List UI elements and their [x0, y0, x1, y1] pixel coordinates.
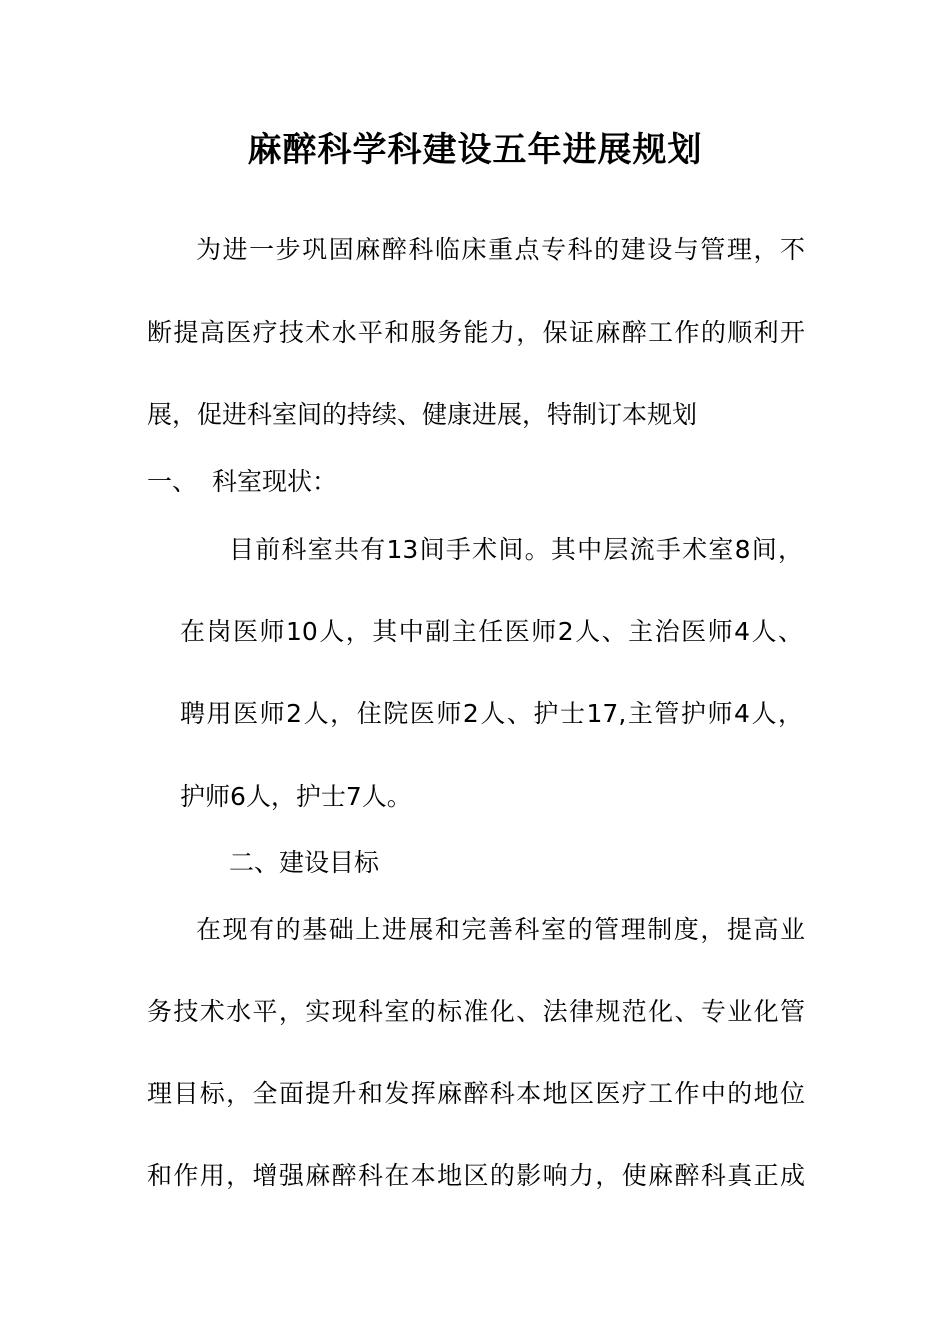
section2-line-3: 理目标，全面提升和发挥麻醉科本地区医疗工作中的地位: [147, 1079, 805, 1108]
intro-line-2: 断提高医疗技术水平和服务能力，保证麻醉工作的顺利开: [147, 318, 805, 347]
intro-line-3: 展，促进科室间的持续、健康进展，特制订本规划: [147, 400, 698, 429]
section1-number: 一、: [147, 467, 198, 496]
section1-line-3: 聘用医师2人，住院医师2人、护士17,主管护师4人，: [180, 699, 803, 728]
intro-line-1: 为进一步巩固麻醉科临床重点专科的建设与管理，不: [196, 235, 805, 264]
section1-line-2: 在岗医师10人，其中副主任医师2人、主治医师4人、: [180, 617, 803, 646]
document-title: 麻醉科学科建设五年进展规划: [247, 130, 703, 170]
section1-line-1: 目前科室共有13间手术间。其中层流手术室8间，: [229, 535, 803, 564]
section2-line-1: 在现有的基础上进展和完善科室的管理制度，提高业: [196, 915, 805, 944]
section2-line-2: 务技术水平，实现科室的标准化、法律规范化、专业化管: [147, 997, 805, 1026]
section2-heading: 二、建设目标: [229, 848, 380, 877]
section2-line-4: 和作用，增强麻醉科在本地区的影响力，使麻醉科真正成: [147, 1161, 805, 1190]
section1-line-4: 护师6人，护士7人。: [180, 782, 412, 811]
section1-heading: 科室现状：: [212, 467, 338, 496]
